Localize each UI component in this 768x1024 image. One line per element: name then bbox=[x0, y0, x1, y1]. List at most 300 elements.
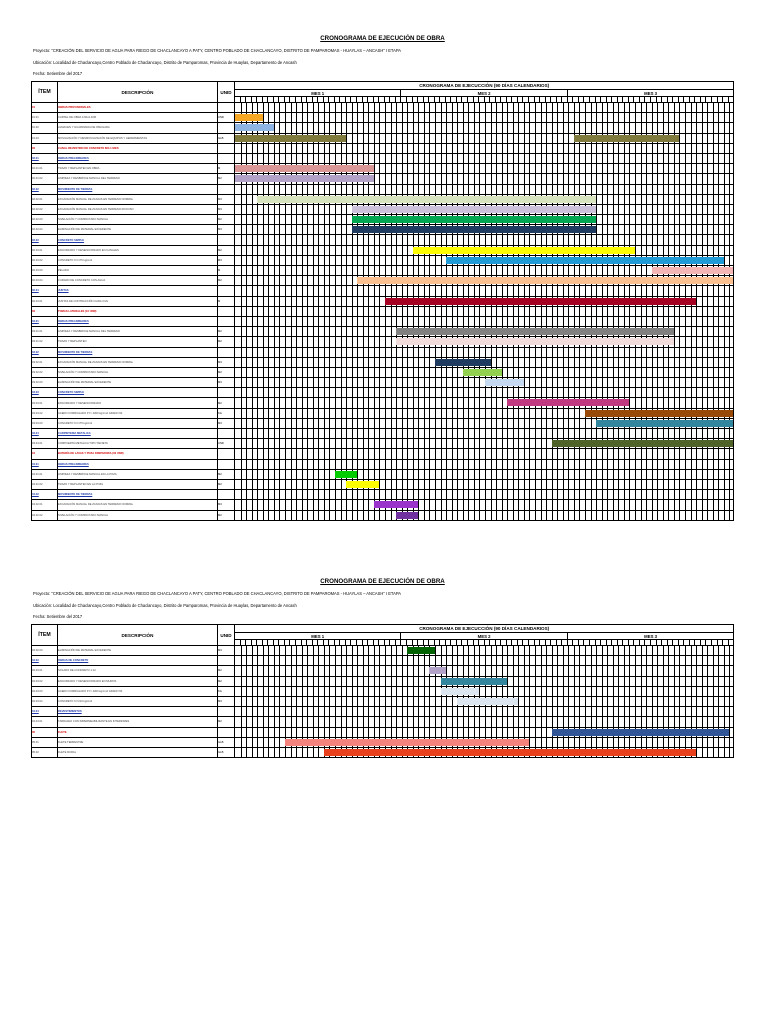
day-gridline bbox=[613, 215, 614, 224]
day-gridline bbox=[613, 460, 614, 469]
day-gridline bbox=[313, 500, 314, 509]
day-gridline bbox=[279, 113, 280, 122]
day-gridline bbox=[702, 103, 703, 112]
day-gridline bbox=[629, 677, 630, 686]
day-gridline bbox=[407, 307, 408, 316]
day-gridline bbox=[274, 317, 275, 326]
day-gridline bbox=[668, 174, 669, 183]
header-month-3: MES 3 bbox=[567, 633, 734, 640]
day-gridline bbox=[485, 656, 486, 665]
day-gridline bbox=[541, 656, 542, 665]
day-gridline bbox=[363, 717, 364, 726]
task-bar bbox=[352, 216, 596, 223]
day-gridline bbox=[668, 697, 669, 706]
day-gridline bbox=[546, 728, 547, 737]
day-gridline bbox=[279, 409, 280, 418]
day-gridline bbox=[418, 266, 419, 275]
schedule-row bbox=[32, 296, 734, 306]
schedule-row bbox=[32, 215, 734, 225]
day-gridline bbox=[646, 666, 647, 675]
day-gridline bbox=[324, 307, 325, 316]
day-gridline bbox=[507, 144, 508, 153]
day-gridline bbox=[707, 460, 708, 469]
day-gridline bbox=[246, 144, 247, 153]
day-gridline bbox=[263, 419, 264, 428]
day-gridline bbox=[357, 409, 358, 418]
day-gridline bbox=[496, 500, 497, 509]
day-gridline bbox=[435, 470, 436, 479]
day-gridline bbox=[268, 276, 269, 285]
day-gridline bbox=[407, 174, 408, 183]
day-gridline bbox=[313, 286, 314, 295]
day-gridline bbox=[274, 337, 275, 346]
day-gridline bbox=[557, 134, 558, 143]
day-gridline bbox=[502, 368, 503, 377]
day-gridline bbox=[702, 429, 703, 438]
day-gridline bbox=[474, 235, 475, 244]
day-gridline bbox=[552, 174, 553, 183]
day-gridline bbox=[435, 409, 436, 418]
day-gridline bbox=[341, 358, 342, 367]
day-gridline bbox=[435, 317, 436, 326]
day-gridline bbox=[346, 113, 347, 122]
day-gridline bbox=[679, 666, 680, 675]
item-code: 02.03.01 bbox=[32, 245, 58, 255]
day-gridline bbox=[729, 113, 730, 122]
day-gridline bbox=[335, 286, 336, 295]
day-gridline bbox=[374, 460, 375, 469]
day-gridline bbox=[368, 429, 369, 438]
day-gridline bbox=[468, 317, 469, 326]
day-gridline bbox=[263, 307, 264, 316]
day-gridline bbox=[496, 348, 497, 357]
day-gridline bbox=[285, 225, 286, 234]
item-code: 04 bbox=[32, 449, 58, 459]
day-gridline bbox=[607, 429, 608, 438]
day-gridline bbox=[357, 460, 358, 469]
day-gridline bbox=[257, 205, 258, 214]
day-gridline bbox=[257, 327, 258, 336]
day-gridline bbox=[713, 103, 714, 112]
day-gridline bbox=[291, 205, 292, 214]
day-gridline bbox=[418, 286, 419, 295]
day-gridline bbox=[257, 717, 258, 726]
day-gridline bbox=[629, 317, 630, 326]
day-gridline bbox=[457, 378, 458, 387]
day-gridline bbox=[291, 154, 292, 163]
item-description: CONCRETO f'c=210 kg/cm2 bbox=[58, 696, 218, 706]
day-gridline bbox=[291, 144, 292, 153]
day-gridline bbox=[652, 205, 653, 214]
day-gridline bbox=[579, 154, 580, 163]
task-bar bbox=[235, 175, 374, 182]
day-gridline bbox=[257, 490, 258, 499]
day-gridline bbox=[579, 286, 580, 295]
day-gridline bbox=[463, 348, 464, 357]
day-gridline bbox=[363, 266, 364, 275]
day-gridline bbox=[729, 646, 730, 655]
day-gridline bbox=[407, 164, 408, 173]
day-gridline bbox=[535, 449, 536, 458]
day-gridline bbox=[335, 185, 336, 194]
day-gridline bbox=[502, 470, 503, 479]
day-gridline bbox=[318, 348, 319, 357]
day-gridline bbox=[329, 286, 330, 295]
day-gridline bbox=[691, 205, 692, 214]
day-gridline bbox=[574, 235, 575, 244]
day-gridline bbox=[324, 666, 325, 675]
day-gridline bbox=[535, 717, 536, 726]
day-gridline bbox=[485, 317, 486, 326]
day-gridline bbox=[707, 195, 708, 204]
day-gridline bbox=[246, 449, 247, 458]
day-gridline bbox=[668, 368, 669, 377]
day-gridline bbox=[363, 728, 364, 737]
day-gridline bbox=[391, 480, 392, 489]
day-gridline bbox=[274, 388, 275, 397]
day-gridline bbox=[341, 327, 342, 336]
day-gridline bbox=[346, 185, 347, 194]
day-gridline bbox=[702, 460, 703, 469]
day-gridline bbox=[429, 317, 430, 326]
day-gridline bbox=[629, 235, 630, 244]
day-gridline bbox=[657, 123, 658, 132]
day-gridline bbox=[274, 144, 275, 153]
day-gridline bbox=[529, 480, 530, 489]
day-gridline bbox=[485, 728, 486, 737]
day-gridline bbox=[379, 144, 380, 153]
day-gridline bbox=[663, 388, 664, 397]
day-gridline bbox=[468, 398, 469, 407]
day-gridline bbox=[724, 500, 725, 509]
day-gridline bbox=[357, 297, 358, 306]
timeline-cell bbox=[235, 429, 734, 439]
day-gridline bbox=[352, 327, 353, 336]
task-bar bbox=[574, 135, 680, 142]
day-gridline bbox=[424, 235, 425, 244]
day-gridline bbox=[385, 439, 386, 448]
day-gridline bbox=[491, 185, 492, 194]
day-gridline bbox=[352, 646, 353, 655]
day-gridline bbox=[246, 154, 247, 163]
day-gridline bbox=[318, 449, 319, 458]
day-gridline bbox=[507, 266, 508, 275]
day-gridline bbox=[246, 103, 247, 112]
day-gridline bbox=[257, 500, 258, 509]
item-code: 03.01.01 bbox=[32, 327, 58, 337]
day-gridline bbox=[374, 246, 375, 255]
day-gridline bbox=[285, 256, 286, 265]
day-gridline bbox=[496, 103, 497, 112]
day-gridline bbox=[646, 307, 647, 316]
day-gridline bbox=[607, 225, 608, 234]
day-gridline bbox=[524, 707, 525, 716]
day-gridline bbox=[413, 103, 414, 112]
day-gridline bbox=[457, 164, 458, 173]
day-gridline bbox=[513, 728, 514, 737]
day-gridline bbox=[529, 103, 530, 112]
day-gridline bbox=[702, 480, 703, 489]
day-gridline bbox=[668, 646, 669, 655]
day-gridline bbox=[424, 511, 425, 520]
day-gridline bbox=[685, 215, 686, 224]
day-gridline bbox=[424, 154, 425, 163]
day-gridline bbox=[652, 307, 653, 316]
timeline-cell bbox=[235, 204, 734, 214]
day-gridline bbox=[696, 368, 697, 377]
day-gridline bbox=[307, 470, 308, 479]
day-gridline bbox=[252, 666, 253, 675]
day-gridline bbox=[374, 429, 375, 438]
day-gridline bbox=[518, 409, 519, 418]
item-unit: M3 bbox=[218, 357, 235, 367]
day-gridline bbox=[318, 103, 319, 112]
day-gridline bbox=[707, 490, 708, 499]
day-gridline bbox=[546, 656, 547, 665]
day-gridline bbox=[285, 429, 286, 438]
day-gridline bbox=[402, 398, 403, 407]
day-gridline bbox=[335, 113, 336, 122]
day-gridline bbox=[685, 348, 686, 357]
day-gridline bbox=[407, 103, 408, 112]
day-gridline bbox=[552, 103, 553, 112]
day-gridline bbox=[607, 286, 608, 295]
day-gridline bbox=[541, 728, 542, 737]
day-gridline bbox=[407, 460, 408, 469]
day-gridline bbox=[402, 286, 403, 295]
day-gridline bbox=[529, 429, 530, 438]
day-gridline bbox=[713, 449, 714, 458]
day-gridline bbox=[635, 348, 636, 357]
day-gridline bbox=[507, 666, 508, 675]
day-gridline bbox=[307, 439, 308, 448]
day-gridline bbox=[718, 123, 719, 132]
day-gridline bbox=[702, 337, 703, 346]
day-gridline bbox=[663, 378, 664, 387]
item-unit: M2 bbox=[218, 245, 235, 255]
day-gridline bbox=[479, 728, 480, 737]
day-gridline bbox=[663, 677, 664, 686]
day-gridline bbox=[346, 398, 347, 407]
day-gridline bbox=[479, 317, 480, 326]
day-gridline bbox=[252, 378, 253, 387]
day-gridline bbox=[379, 174, 380, 183]
header-item: ÍTEM bbox=[32, 82, 58, 103]
day-gridline bbox=[646, 429, 647, 438]
day-gridline bbox=[596, 154, 597, 163]
day-gridline bbox=[268, 286, 269, 295]
day-gridline bbox=[441, 154, 442, 163]
day-gridline bbox=[724, 697, 725, 706]
day-gridline bbox=[546, 490, 547, 499]
day-gridline bbox=[463, 174, 464, 183]
day-gridline bbox=[291, 500, 292, 509]
day-gridline bbox=[318, 337, 319, 346]
day-gridline bbox=[341, 286, 342, 295]
day-gridline bbox=[246, 490, 247, 499]
day-gridline bbox=[635, 195, 636, 204]
day-gridline bbox=[496, 123, 497, 132]
task-bar bbox=[335, 471, 357, 478]
header-schedule: CRONOGRAMA DE EJECUCCIÓN (90 DÍAS CALENDARIOS) bbox=[235, 82, 734, 90]
day-gridline bbox=[602, 123, 603, 132]
timeline-cell bbox=[235, 184, 734, 194]
day-gridline bbox=[485, 154, 486, 163]
day-gridline bbox=[591, 697, 592, 706]
day-gridline bbox=[352, 123, 353, 132]
day-gridline bbox=[507, 286, 508, 295]
day-gridline bbox=[596, 225, 597, 234]
day-gridline bbox=[713, 195, 714, 204]
day-gridline bbox=[318, 317, 319, 326]
day-gridline bbox=[241, 429, 242, 438]
day-gridline bbox=[652, 368, 653, 377]
day-gridline bbox=[652, 348, 653, 357]
day-gridline bbox=[629, 103, 630, 112]
day-gridline bbox=[652, 707, 653, 716]
day-gridline bbox=[535, 348, 536, 357]
day-gridline bbox=[324, 103, 325, 112]
day-gridline bbox=[541, 348, 542, 357]
day-gridline bbox=[657, 460, 658, 469]
day-gridline bbox=[318, 246, 319, 255]
day-gridline bbox=[463, 470, 464, 479]
day-gridline bbox=[468, 409, 469, 418]
day-gridline bbox=[302, 646, 303, 655]
day-gridline bbox=[279, 205, 280, 214]
day-gridline bbox=[407, 144, 408, 153]
day-gridline bbox=[335, 677, 336, 686]
day-gridline bbox=[574, 666, 575, 675]
day-gridline bbox=[668, 480, 669, 489]
day-gridline bbox=[313, 419, 314, 428]
day-gridline bbox=[274, 738, 275, 747]
day-gridline bbox=[491, 707, 492, 716]
day-gridline bbox=[507, 460, 508, 469]
day-gridline bbox=[391, 266, 392, 275]
day-gridline bbox=[691, 286, 692, 295]
day-gridline bbox=[624, 656, 625, 665]
day-gridline bbox=[291, 460, 292, 469]
day-gridline bbox=[613, 388, 614, 397]
day-gridline bbox=[468, 185, 469, 194]
day-gridline bbox=[296, 439, 297, 448]
day-gridline bbox=[268, 266, 269, 275]
day-gridline bbox=[396, 307, 397, 316]
day-gridline bbox=[374, 256, 375, 265]
day-gridline bbox=[696, 378, 697, 387]
day-gridline bbox=[624, 707, 625, 716]
item-unit: M2 bbox=[218, 717, 235, 727]
day-gridline bbox=[385, 164, 386, 173]
day-gridline bbox=[318, 388, 319, 397]
day-gridline bbox=[607, 113, 608, 122]
day-gridline bbox=[257, 348, 258, 357]
day-gridline bbox=[518, 103, 519, 112]
day-gridline bbox=[346, 378, 347, 387]
day-gridline bbox=[718, 113, 719, 122]
day-gridline bbox=[379, 439, 380, 448]
day-gridline bbox=[285, 646, 286, 655]
day-gridline bbox=[379, 337, 380, 346]
day-gridline bbox=[702, 297, 703, 306]
day-gridline bbox=[485, 480, 486, 489]
day-gridline bbox=[341, 677, 342, 686]
day-gridline bbox=[268, 256, 269, 265]
day-gridline bbox=[674, 174, 675, 183]
day-gridline bbox=[346, 368, 347, 377]
day-gridline bbox=[363, 246, 364, 255]
day-gridline bbox=[413, 717, 414, 726]
day-gridline bbox=[285, 297, 286, 306]
day-gridline bbox=[424, 185, 425, 194]
day-gridline bbox=[279, 646, 280, 655]
day-gridline bbox=[529, 144, 530, 153]
day-gridline bbox=[313, 256, 314, 265]
day-gridline bbox=[574, 123, 575, 132]
day-gridline bbox=[579, 113, 580, 122]
day-gridline bbox=[591, 490, 592, 499]
day-gridline bbox=[502, 307, 503, 316]
day-gridline bbox=[563, 677, 564, 686]
day-gridline bbox=[602, 185, 603, 194]
day-gridline bbox=[635, 286, 636, 295]
day-gridline bbox=[518, 174, 519, 183]
day-gridline bbox=[568, 185, 569, 194]
day-gridline bbox=[485, 266, 486, 275]
day-gridline bbox=[552, 388, 553, 397]
day-gridline bbox=[718, 154, 719, 163]
day-gridline bbox=[541, 358, 542, 367]
day-gridline bbox=[624, 368, 625, 377]
day-gridline bbox=[685, 317, 686, 326]
day-gridline bbox=[618, 490, 619, 499]
day-gridline bbox=[257, 480, 258, 489]
day-gridline bbox=[641, 429, 642, 438]
day-gridline bbox=[607, 195, 608, 204]
day-gridline bbox=[418, 500, 419, 509]
day-gridline bbox=[646, 388, 647, 397]
day-gridline bbox=[585, 470, 586, 479]
day-gridline bbox=[485, 388, 486, 397]
day-gridline bbox=[685, 164, 686, 173]
day-gridline bbox=[502, 164, 503, 173]
day-gridline bbox=[535, 388, 536, 397]
day-gridline bbox=[713, 307, 714, 316]
day-gridline bbox=[674, 358, 675, 367]
day-gridline bbox=[546, 286, 547, 295]
item-unit: M3 bbox=[218, 204, 235, 214]
day-gridline bbox=[291, 697, 292, 706]
day-gridline bbox=[324, 409, 325, 418]
day-gridline bbox=[368, 409, 369, 418]
day-gridline bbox=[557, 717, 558, 726]
day-gridline bbox=[624, 697, 625, 706]
day-gridline bbox=[652, 164, 653, 173]
day-gridline bbox=[557, 646, 558, 655]
day-gridline bbox=[352, 697, 353, 706]
day-gridline bbox=[435, 123, 436, 132]
day-gridline bbox=[691, 490, 692, 499]
item-unit bbox=[218, 490, 235, 500]
day-gridline bbox=[679, 154, 680, 163]
day-gridline bbox=[274, 256, 275, 265]
item-code: 04.02.03 bbox=[32, 646, 58, 656]
day-gridline bbox=[568, 687, 569, 696]
day-gridline bbox=[268, 337, 269, 346]
day-gridline bbox=[268, 500, 269, 509]
day-gridline bbox=[624, 174, 625, 183]
